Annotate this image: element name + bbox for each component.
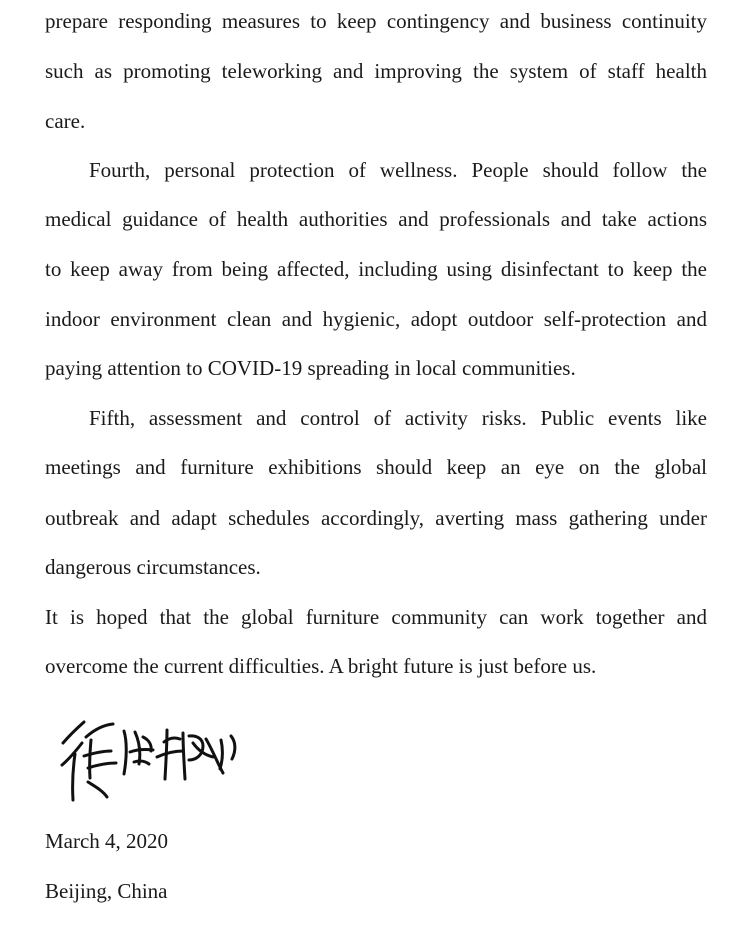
letter-text-line: meetings and furniture exhibitions should keep an eye on the global [45, 455, 707, 479]
paragraph-fourth-heading-line: Fourth, personal protection of wellness. People should follow the [89, 158, 707, 182]
handwritten-signature [55, 712, 255, 807]
closing-text-line: It is hoped that the global furniture community can work together and [45, 605, 707, 629]
letter-text-line: outbreak and adapt schedules accordingly, averting mass gathering under [45, 506, 707, 530]
letter-text-line: care. [45, 109, 86, 133]
letter-text-line: paying attention to COVID-19 spreading in local communities. [45, 356, 576, 380]
closing-text-line: overcome the current difficulties. A bright future is just before us. [45, 654, 597, 678]
letter-text-line: such as promoting teleworking and improving the system of staff health [45, 59, 707, 83]
letter-text-line: indoor environment clean and hygienic, adopt outdoor self-protection and [45, 307, 707, 331]
letter-text-line: dangerous circumstances. [45, 555, 261, 579]
letter-text-line: to keep away from being affected, including using disinfectant to keep the [45, 257, 707, 281]
letter-text-line: medical guidance of health authorities and professionals and take actions [45, 207, 707, 231]
letter-date: March 4, 2020 [45, 829, 169, 853]
letter-text-line: prepare responding measures to keep contingency and business continuity [45, 9, 707, 33]
paragraph-fifth-heading-line: Fifth, assessment and control of activity risks. Public events like [89, 406, 707, 430]
letter-place: Beijing, China [45, 879, 168, 903]
